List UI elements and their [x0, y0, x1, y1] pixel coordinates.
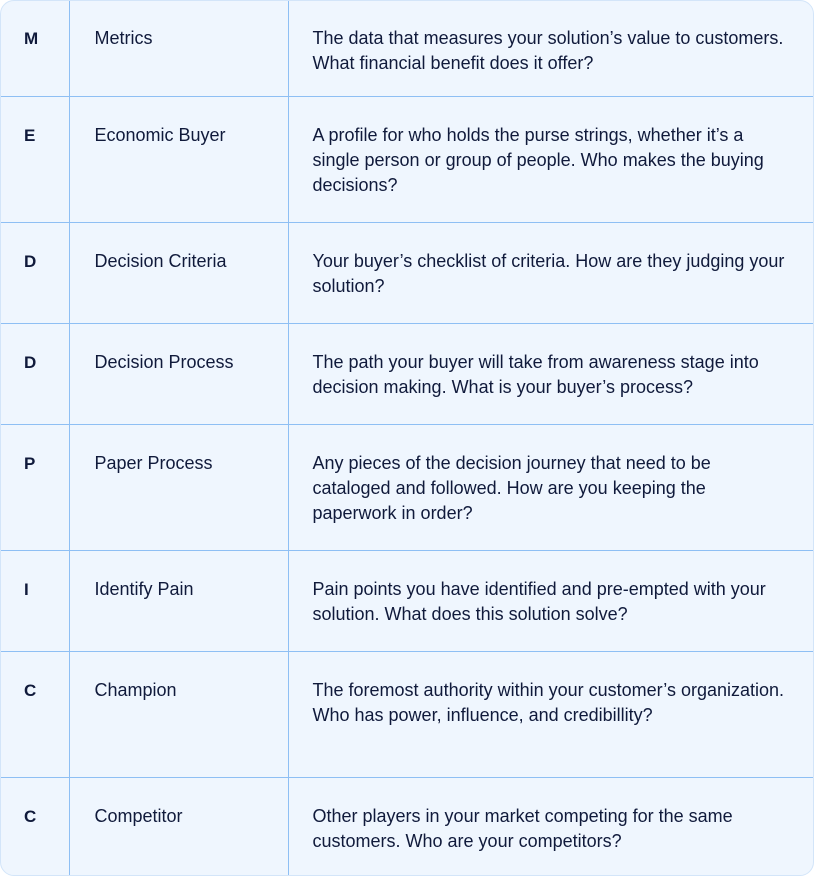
description-cell — [288, 550, 814, 651]
letter-cell — [0, 550, 69, 651]
table-row — [0, 323, 814, 424]
row-description: The data that measures your solution’s value to customers. What financial benefit does it offer? — [312, 28, 784, 73]
description-cell — [288, 96, 814, 222]
row-term: Champion — [94, 679, 177, 700]
term-cell — [69, 323, 288, 424]
description-cell — [288, 0, 814, 96]
row-description: A profile for who holds the purse strings, whether it’s a single person or group of people. Who makes the buying decisions? — [312, 124, 764, 195]
row-letter: D — [24, 352, 37, 372]
description-cell — [288, 651, 814, 777]
table-row — [0, 651, 814, 777]
row-letter: D — [24, 251, 37, 271]
row-term: Economic Buyer — [94, 124, 226, 145]
row-term: Decision Process — [94, 351, 234, 372]
description-cell — [288, 777, 814, 876]
letter-cell — [0, 96, 69, 222]
term-cell — [69, 222, 288, 323]
term-cell — [69, 424, 288, 550]
row-letter: E — [24, 125, 36, 145]
table-row — [0, 96, 814, 222]
table-row — [0, 550, 814, 651]
table-row — [0, 424, 814, 550]
letter-cell — [0, 0, 69, 96]
row-term: Competitor — [94, 805, 183, 826]
description-cell — [288, 323, 814, 424]
letter-cell — [0, 651, 69, 777]
row-term: Decision Criteria — [94, 250, 227, 271]
row-letter: C — [24, 680, 37, 700]
description-cell — [288, 424, 814, 550]
row-letter: P — [24, 453, 36, 473]
row-letter: C — [24, 806, 37, 826]
row-description: Your buyer’s checklist of criteria. How are they judging your solution? — [312, 250, 785, 296]
row-letter: M — [24, 29, 39, 48]
term-cell — [69, 550, 288, 651]
letter-cell — [0, 777, 69, 876]
row-description: The foremost authority within your customer’s organization. Who has power, influence, and credibillity? — [312, 679, 785, 725]
row-description: The path your buyer will take from awareness stage into decision making. What is your buyer’s process? — [312, 351, 759, 397]
row-description: Other players in your market competing for the same customers. Who are your competitors? — [312, 805, 733, 851]
letter-cell — [0, 424, 69, 550]
table-row — [0, 777, 814, 876]
term-cell — [69, 777, 288, 876]
row-letter: I — [24, 579, 29, 599]
row-description: Any pieces of the decision journey that need to be cataloged and followed. How are you keeping the paperwork in order? — [312, 452, 711, 523]
row-description: Pain points you have identified and pre-empted with your solution. What does this solution solve? — [312, 578, 766, 624]
table-row — [0, 0, 814, 96]
table-row — [0, 222, 814, 323]
letter-cell — [0, 323, 69, 424]
row-term: Paper Process — [94, 452, 213, 473]
term-cell — [69, 96, 288, 222]
description-cell — [288, 222, 814, 323]
letter-cell — [0, 222, 69, 323]
row-term: Metrics — [94, 28, 153, 48]
row-term: Identify Pain — [94, 578, 194, 599]
term-cell — [69, 0, 288, 96]
term-cell — [69, 651, 288, 777]
